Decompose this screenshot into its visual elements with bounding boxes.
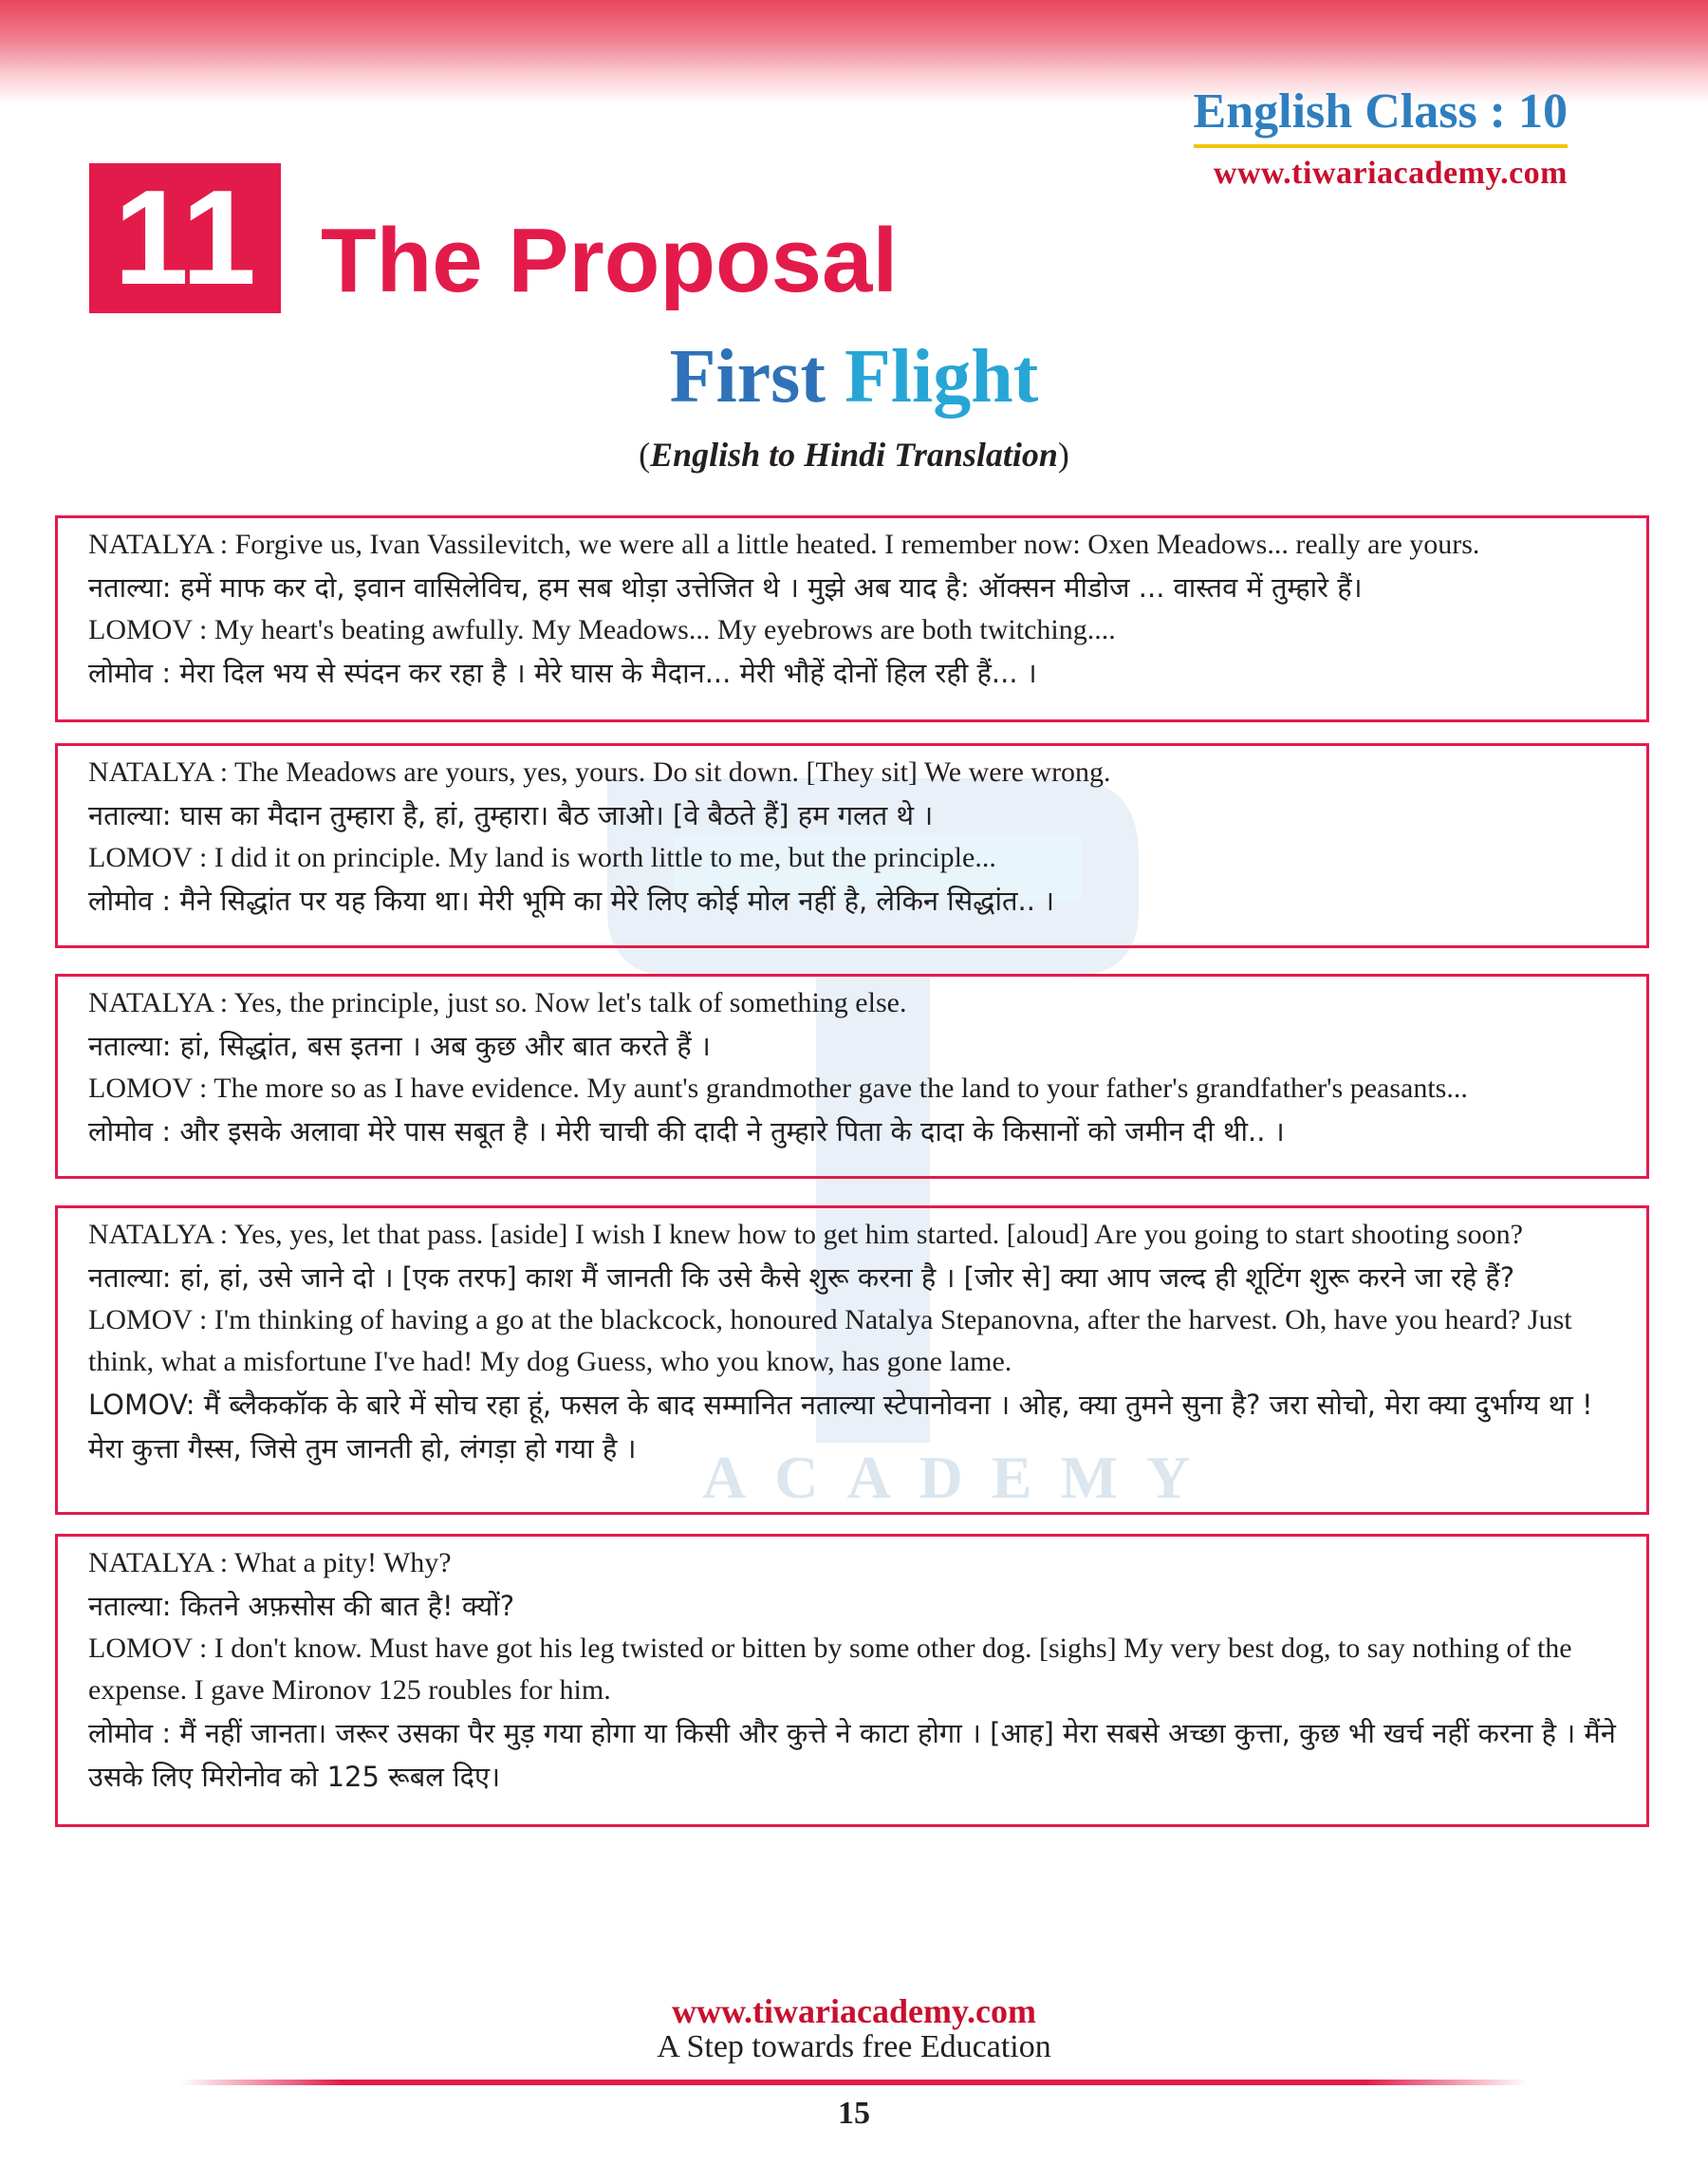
hindi-line: लोमोव : मैने सिद्धांत पर यह किया था। मेरी भूमि का मेरे लिए कोई मोल नहीं है, लेकिन सिद्धांत.. । (88, 885, 1055, 917)
english-line: NATALYA : The Meadows are yours, yes, yours. Do sit down. [They sit] We were wrong. (88, 756, 1111, 788)
english-line: NATALYA : Forgive us, Ivan Vassilevitch, we were all a little heated. I remember now: Oxen Meadows... really are yours. (88, 529, 1480, 560)
page-number: 15 (838, 2096, 870, 2131)
dialogue-box (55, 974, 1649, 1179)
hindi-line: नताल्या: हां, हां, उसे जाने दो । [एक तरफ] काश मैं जानती कि उसे कैसे शुरू करना है । [जोर से] क्या आप जल्द ही शूटिंग शुरू करने जा रहे हैं? (88, 1261, 1515, 1294)
dialogue-box (55, 1205, 1649, 1515)
book-title (0, 334, 1708, 420)
footer-divider (180, 2080, 1528, 2085)
english-line: LOMOV : The more so as I have evidence. My aunt's grandmother gave the land to your father's grandfather's peasants... (88, 1073, 1468, 1104)
book-title-word-2: Flight (844, 335, 1039, 419)
english-line: LOMOV : I did it on principle. My land is worth little to me, but the principle... (88, 842, 996, 873)
hindi-line: LOMOV: मैं ब्लैककॉक के बारे में सोच रहा हूं, फसल के बाद सम्मानित नताल्या स्टेपानोवना । ओह, क्या तुमने सुना है? जरा सोचो, मेरा क्या दुर्भाग्य था ! मेरा कुत्ता गैस्स, जिसे तुम जानती हो, लंगड़ा हो गया है । (88, 1389, 1593, 1465)
dialogue-box (55, 515, 1649, 722)
english-line: NATALYA : Yes, the principle, just so. Now let's talk of something else. (88, 987, 907, 1018)
hindi-line: लोमोव : और इसके अलावा मेरे पास सबूत है । मेरी चाची की दादी ने तुम्हारे पिता के दादा के किसानों को जमीन दी थी.. । (88, 1115, 1285, 1147)
header-class-info (1194, 84, 1568, 192)
hindi-line: लोमोव : मेरा दिल भय से स्पंदन कर रहा है । मेरे घास के मैदान... मेरी भौहें दोनों हिल रही हैं... । (88, 657, 1037, 689)
hindi-line: नताल्या: कितने अफ़सोस की बात है! क्यों? (88, 1590, 515, 1622)
book-title-word-1: First (669, 335, 826, 419)
english-line: LOMOV : I'm thinking of having a go at the blackcock, honoured Natalya Stepanovna, after the harvest. Oh, have you heard? Just think, what a misfortune I've had! My dog Guess, who you know, has gone lame. (88, 1304, 1572, 1377)
english-line: LOMOV : My heart's beating awfully. My Meadows... My eyebrows are both twitching.... (88, 614, 1116, 645)
hindi-line: लोमोव : मैं नहीं जानता। जरूर उसका पैर मुड़ गया होगा या किसी और कुत्ते ने काटा होगा । [आह] मेरा सबसे अच्छा कुत्ता, कुछ भी खर्च नहीं करना है । मैंने उसके लिए मिरोनोव को 125 रूबल दिए। (88, 1717, 1616, 1793)
chapter-number: 11 (89, 163, 281, 313)
hindi-line: नताल्या: हमें माफ कर दो, इवान वासिलेविच, हम सब थोड़ा उत्तेजित थे । मुझे अब याद है: ऑक्सन मीडोज ... वास्तव में तुम्हारे हैं। (88, 571, 1363, 604)
subtitle-text: English to Hindi Translation (650, 436, 1058, 474)
subtitle (0, 435, 1708, 475)
class-label: English Class : 10 (1194, 84, 1568, 148)
watermark-text: ACADEMY (702, 1444, 1219, 1511)
chapter-title: The Proposal (321, 210, 899, 311)
dialogue-box (55, 743, 1649, 948)
footer-tagline: A Step towards free Education (657, 2029, 1051, 2064)
footer-website-link[interactable]: www.tiwariacademy.com (672, 1992, 1036, 2030)
hindi-line: नताल्या: हां, सिद्धांत, बस इतना । अब कुछ और बात करते हैं । (88, 1030, 711, 1062)
english-line: NATALYA : What a pity! Why? (88, 1547, 452, 1578)
hindi-line: नताल्या: घास का मैदान तुम्हारा है, हां, तुम्हारा। बैठ जाओ। [वे बैठते हैं] हम गलत थे । (88, 799, 934, 831)
header-website-link[interactable]: www.tiwariacademy.com (1213, 156, 1568, 191)
dialogue-box (55, 1534, 1649, 1827)
english-line: NATALYA : Yes, yes, let that pass. [aside] I wish I knew how to get him started. [aloud] Are you going to start shooting soon? (88, 1219, 1523, 1250)
subtitle-paren-open: ( (639, 436, 651, 474)
subtitle-paren-close: ) (1057, 436, 1069, 474)
english-line: LOMOV : I don't know. Must have got his leg twisted or bitten by some other dog. [sighs] My very best dog, to say nothing of the expense. I gave Mironov 125 roubles for him. (88, 1633, 1572, 1706)
